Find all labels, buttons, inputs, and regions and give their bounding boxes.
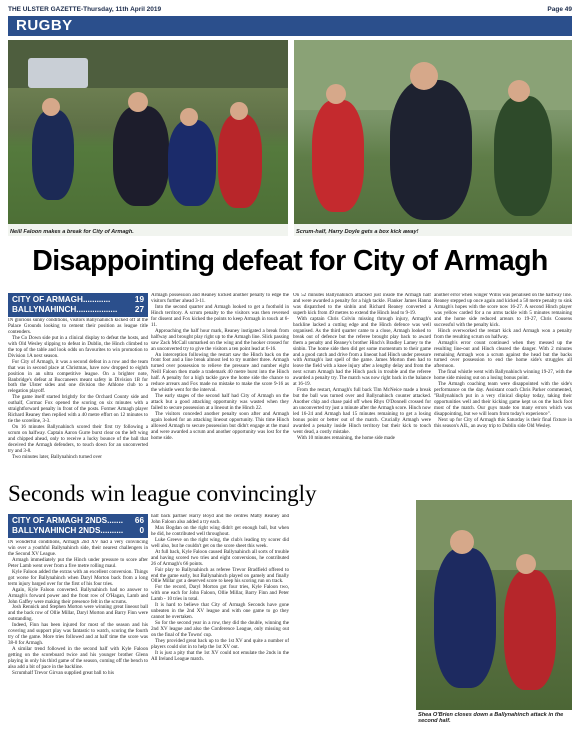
paragraph: They provided great back up to the 1st XV and quite a number of players could slot in to help the 1st XV out. [151, 638, 289, 650]
player-figure [434, 548, 496, 688]
paragraph: The game itself started brightly for the Orchard County side and outhalf, Cormac Fox opened the scoring on six minutes with a straightforward penalty in front of the posts. Former Armagh player Richard Reaney then replied with a 40 metre effort on 12 minutes to tie the scoreline, 3-3. [8, 394, 148, 425]
player-head [180, 108, 198, 126]
score-dots: .......... [100, 526, 124, 535]
paragraph: IN wonderful conditions, Armagh 2nd XV had a very convincing win over a youthful Ballynahinch side, their nearest challengers in the Second XV League. [8, 540, 148, 557]
player-head [230, 102, 248, 120]
score-dots: ....... [107, 516, 124, 525]
player-figure [32, 110, 74, 200]
photo-caption-bottom: Shea O'Brien closes down a Ballynahinch attack in the second half. [418, 712, 564, 724]
paragraph: Armagh immediately put the Hinch under pressure to score after Peter Lamb went over from a five metre rolling maul. [8, 556, 148, 569]
score-row [12, 526, 144, 536]
story2-column-2 [151, 514, 289, 732]
paragraph: Fair play to Ballynahinch as referee Trevor Bradfield offered to end the game early, but Ballynahinch played on gamely and finally Ollie Millar got a deserved score to keep his scoring run on track. [151, 566, 289, 585]
team-name: BALLYNAHINCH [12, 305, 77, 314]
photo-sign [28, 58, 88, 88]
player-figure [504, 570, 556, 690]
player-figure [218, 114, 262, 208]
paragraph: An interception following the restart saw the Hinch back on the front foot and a line break almost led to try number three. Armagh turned over possession to relieve the pressure and number eight Neill Faloon then made a trademark 40 metre burst into the Hinch half. A penalty for a high tackle gave the home side the chance to reduce arrears and Fox made no mistake to make the score 9-16 as the whistle went for the interval. [151, 351, 289, 394]
player-head [508, 80, 530, 102]
paragraph: With 10 minutes remaining, the home side made [297, 434, 395, 441]
photo-shea-obrien [416, 500, 572, 710]
story1-column-3 [293, 293, 431, 478]
paragraph: On 52 minutes Ballynahinch attacked just inside the Armagh half and were awarded a penalty for a high tackle. Flanker James Hanna was dispatched to the sinbin and Richard Reaney converted a superb kick from 49 metres to extend the Hinch lead to 9-19. [293, 293, 431, 316]
player-head [516, 554, 536, 574]
publication-line: THE ULSTER GAZETTE-Thursday, 11th April 2019 [8, 5, 162, 13]
player-figure-main [390, 80, 472, 220]
paragraph: Armagh possession and Reaney kicked another penalty to edge the visitors further ahead 3-11. [151, 293, 289, 304]
team-name: BALLYNAHINCH 2NDS [12, 526, 101, 535]
paragraph: The Armagh coaching team were disappointed with the side's performance on the day. Assistant coach Chris Parker commented, "Ballynahinch put in a very clinical display today, taking their opportunities well and their kicking game kept us on the back foot most of the match. Our guys made too many errors which was disappointing, but we will learn from today's experience". [434, 381, 572, 418]
team-score: 66 [134, 516, 144, 525]
story1-column-2 [151, 293, 289, 478]
paragraph: Into the second quarter and Armagh looked to get a foothold in Hinch territory. A scrum penalty to the visitors was then reversed for dissent and Fox kicked the points to keep Armagh in touch at 6-11. [151, 303, 289, 328]
story1-column-1 [8, 318, 148, 478]
paragraph: So for the second year in a row, they did the double, winning the 2nd XV league and also the Conference League, only missing out on the final of the Towns' cup. [151, 620, 289, 639]
player-head [42, 98, 60, 116]
team-name: CITY OF ARMAGH 2NDS [12, 516, 108, 525]
masthead [8, 3, 572, 15]
paragraph: Again, Kyle Faloon converted. Ballynahinch had no answer to Armagh's forward power and the front row of O'Hagan, Lamb and John Gaffey were making their presence felt in the scrums. [8, 586, 148, 605]
player-figure [494, 96, 552, 216]
paragraph: Armagh's error count continued when they messed up the resulting line-out and Hinch cleared the danger. With 2 minutes remaining Armagh won a scrum against the head but the backs turned over possession to end the home side's struggles all afternoon. [434, 339, 572, 370]
section-header [8, 16, 572, 36]
paragraph: Approaching the half hour mark, Reaney instigated a break from halfway and brought play right up to the Armagh line. Slick passing saw Zack McCall unmarked on the wing and the hooker crossed for an unconverted try to give the visitors a ten point lead at 6-16. [151, 327, 289, 352]
paragraph: For City of Armagh, it was a second defeat in a row and the team that was in second place at Christmas, have now dropped to eighth position in an ultra competitive league. On a brighter note, Banbridge's defeat at Buccaneers meant safety in Division 1B for both the Ulster sides and one division the Athlone club to a relegation playoff. [8, 358, 148, 395]
paragraph: At full back, Kyle Faloon caused Ballynahinch all sorts of trouble and having scored two tries and eight conversions, he contributed 26 of Armagh's 66 points. [151, 548, 289, 567]
score-row [12, 295, 144, 305]
section-title: RUGBY [16, 17, 73, 34]
photo-harry-doyle-box-kick [294, 40, 572, 236]
photo-caption-left: Neill Faloon makes a break for City of Armagh. [10, 229, 134, 235]
team-score: 19 [134, 295, 144, 304]
paragraph: The final whistle went with Ballynahinch winning 19-27, with the home side missing out on a losing bonus point. [434, 369, 572, 382]
player-figure [312, 100, 364, 212]
team-name: CITY OF ARMAGH [12, 295, 83, 304]
story1-scoreline [8, 293, 148, 317]
player-head [410, 62, 438, 90]
paragraph: It is hard to believe that City of Armagh Seconds have gone unbeaten in the 2nd XV league and with one game to go they cannot be overtaken. [151, 602, 289, 621]
paragraph: another error when winger Willis was penalised on the halfway line. Reaney stepped up once again and kicked a 50 metre penalty to sink Armagh's hopes with the score now 16-27. A second Hinch player was yellow carded for a no arms tackle with 5 minutes remaining and the home side reduced arrears to 19-27, Chris Cousens successful with the penalty kick. [434, 293, 572, 328]
story2-column-1 [8, 540, 148, 732]
player-figure [113, 106, 169, 206]
paragraph: Next up for City of Armagh this Saturday is their final fixture in this season's AIL, an away trip to Dublin side Old Wesley. [434, 417, 572, 429]
team-score: 27 [134, 305, 144, 314]
paragraph: From the restart, Armagh's full back Tim McNeice made a break but the ball was turned over and Ballynahinch counter attacked. Another chip and chase paid off when Rhys O'Donnell crossed for an unconverted try just a minute after the Armagh score. Hinch now led 16-24 and Armagh had 15 minutes remaining to get a losing bonus point or better out of the match. Crucially Armagh were awarded a penalty inside Hinch territory but their kick to touch went dead, a costly mistake. [293, 387, 431, 435]
photo-caption-right: Scrum-half, Harry Doyle gets a box kick away! [296, 229, 419, 235]
score-row [12, 516, 144, 526]
paragraph: It is just a pity that the 1st XV could not emulate the 2nds in the All Ireland League match. [151, 649, 289, 662]
team-score: 0 [139, 526, 144, 535]
player-figure [168, 120, 216, 206]
paragraph: IN glorious sunny conditions, visitors Ballynahinch kicked off at the Palace Grounds looking to cement their position as league title contenders. [8, 318, 148, 335]
paragraph: half back partner Harry Boyd and the centres Matty Reaney and John Faloon also added a try each. [151, 514, 289, 525]
paragraph: The visitors conceded another penalty soon after and Armagh again looked for an attacking lineout opportunity. This time Hinch allowed Armagh to secure possession but didn't engage at the maul and were awarded a scrum and another opportunity was lost for the home side. [151, 411, 289, 441]
story2-scoreline [8, 514, 148, 538]
paragraph: For the record, Daryl Morton got four tries, Kyle Faloon two, with one each for John Faloon, Ollie Millar, Barry Finn and Peter Lamb - 10 tries in total. [151, 584, 289, 603]
paragraph: Kyle Faloon added the extras with an excellent conversion. Things got worse for Ballynahinch when Daryl Morton back from a long term injury barged over for the first of his four tries. [8, 568, 148, 587]
player-head [450, 530, 474, 554]
paragraph: Two minutes later, Ballynahinch turned over [12, 453, 102, 460]
player-head [326, 84, 346, 104]
paragraph: The early stages of the second half had City of Armagh on the attack but a good attacking opportunity was wasted when they failed to secure possession at a lineout in the Hinch 22. [151, 393, 289, 412]
paragraph: The Co Down side put in a clinical display to defeat the hosts, and with Old Wesley slipping to defeat in Dublin, the Hinch climbed to the top of the table and look odds on favourites to win promotion to Division 1A next season. [8, 334, 148, 359]
story1-column-4 [434, 293, 572, 478]
photo-neill-faloon-break [8, 40, 288, 236]
story1-headline: Disappointing defeat for City of Armagh [32, 245, 548, 277]
paragraph: On 16 minutes Ballynahinch scored their first try following a scrum on halfway. Captain Aaron Gurre burst clear on the left wing and chipped ahead, only to receive a lucky bounce of the ball that deceived the Armagh defenders, to touch down for an unconverted try and 3-8. [8, 424, 148, 454]
score-row [12, 305, 144, 315]
paragraph: Hinch overworked the restart kick and Armagh won a penalty from the resulting scrum on halfway. [434, 327, 572, 340]
page-number: Page 49 [547, 5, 572, 13]
paragraph: A similar trend followed in the second half with Kyle Faloon getting on the scoreboard twice and his younger brother Glenn playing in only his third game of the season, coming off the bench to also add a bit of pace in the backline. [8, 646, 148, 671]
player-head [128, 92, 148, 112]
paragraph: Scrumhalf Trevor Girvan supplied great ball to his [12, 669, 114, 676]
paragraph: Luke Greeve on the right wing, the club's leading try scorer did well also, but he couldn't get on the score sheet this week. [151, 536, 289, 549]
paragraph: Indeed, Finn has been injured for most of the season and his covering and support play was fantastic to watch, scoring the fourth try of the game. More tries followed and at half time the score was 38-0 for Armagh. [8, 622, 148, 647]
photo-background [416, 500, 572, 570]
story2-headline: Seconds win league convincingly [8, 481, 317, 506]
score-dots: ............ [82, 295, 111, 304]
paragraph: Josh Rennick and Stephen Morton were winning great lineout ball and the back row of Ollie Millar, Daryl Morton and Barry Finn were outstanding. [8, 604, 148, 623]
score-dots: .................. [76, 305, 118, 314]
paragraph: With captain Chris Colvin missing through injury, Armagh's backline lacked a cutting edge and the Hinch defence was well organised. As the third quarter came to a close, Armagh looked to break out of defence but the referee brought play back to award them a penalty and Reaney's brother Hinch's Bradley Lamey to the sinbin. The home side then did get some momentum to their game and a good catch and drive from a lineout had Hinch under pressure with Armagh's last spell of the game. James Morton then had to leave the field with a knee injury after a lengthy delay and from the next scrum Armagh had the Hinch pack in trouble and the referee awarded a penalty try. The match was now right back in the balance at 16-19. [293, 315, 431, 388]
paragraph: Max Bogdan on the right wing didn't get enough ball, but when he did, he contributed well throughout. [151, 524, 289, 537]
